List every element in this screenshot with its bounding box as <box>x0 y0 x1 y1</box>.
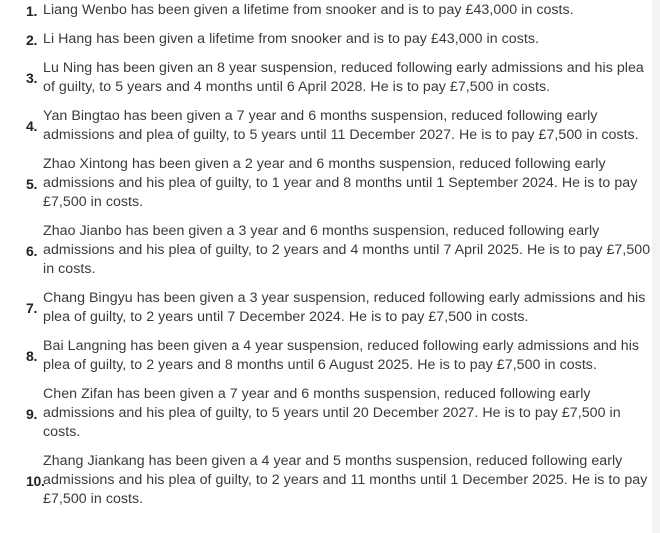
item-text: Lu Ning has been given an 8 year suspension, reduced following early admissions and his plea of guilty, to 5 years and 4 months until 6 April 2028. He is to pay £7,500 in costs. <box>43 60 644 95</box>
item-text: Zhang Jiankang has been given a 4 year and 5 months suspension, reduced following early admissions and his plea of guilty, to 2 years and 11 months until 1 December 2025. He is to pay £7,500 in costs. <box>43 453 648 507</box>
list-item <box>0 107 652 145</box>
item-number: 3. <box>26 70 38 86</box>
item-text: Chang Bingyu has been given a 3 year suspension, reduced following early admissions and his plea of guilty, to 2 years until 7 December 2024. He is to pay £7,500 in costs. <box>43 290 646 325</box>
item-text: Li Hang has been given a lifetime from snooker and is to pay £43,000 in costs. <box>43 31 540 47</box>
item-text: Zhao Jianbo has been given a 3 year and 6 months suspension, reduced following early admissions and his plea of guilty, to 2 years and 4 months until 7 April 2025. He is to pay £7,500 in costs. <box>43 223 651 277</box>
list-item <box>0 59 652 97</box>
item-number: 7. <box>26 300 38 316</box>
list-item <box>0 222 652 279</box>
list-item <box>0 1 652 20</box>
list-item <box>0 30 652 49</box>
page-edge-divider <box>652 0 660 533</box>
item-text: Bai Langning has been given a 4 year suspension, reduced following early admissions and his plea of guilty, to 2 years and 8 months until 6 August 2025. He is to pay £7,500 in costs. <box>43 338 640 373</box>
list-item <box>0 385 652 442</box>
item-text: Yan Bingtao has been given a 7 year and 6 months suspension, reduced following early admissions and plea of guilty, to 5 years until 11 December 2027. He is to pay £7,500 in costs. <box>43 108 639 143</box>
item-number: 10. <box>26 472 45 489</box>
list-item <box>0 289 652 327</box>
list-item <box>0 155 652 212</box>
item-number: 4. <box>26 118 38 134</box>
item-text: Liang Wenbo has been given a lifetime from snooker and is to pay £43,000 in costs. <box>43 2 574 18</box>
list-item <box>0 452 652 509</box>
item-number: 6. <box>26 242 38 259</box>
item-number: 8. <box>26 348 38 364</box>
item-number: 2. <box>26 31 38 48</box>
item-text: Chen Zifan has been given a 7 year and 6 months suspension, reduced following early admissions and his plea of guilty, to 5 years until 20 December 2027. He is to pay £7,500 in costs. <box>43 386 621 440</box>
item-number: 5. <box>26 175 38 192</box>
item-number: 1. <box>26 2 38 19</box>
item-text: Zhao Xintong has been given a 2 year and 6 months suspension, reduced following early admissions and his plea of guilty, to 1 year and 8 months until 1 September 2024. He is to pay £7,500 in costs. <box>43 156 638 210</box>
list-item <box>0 337 652 375</box>
item-number: 9. <box>26 405 38 422</box>
